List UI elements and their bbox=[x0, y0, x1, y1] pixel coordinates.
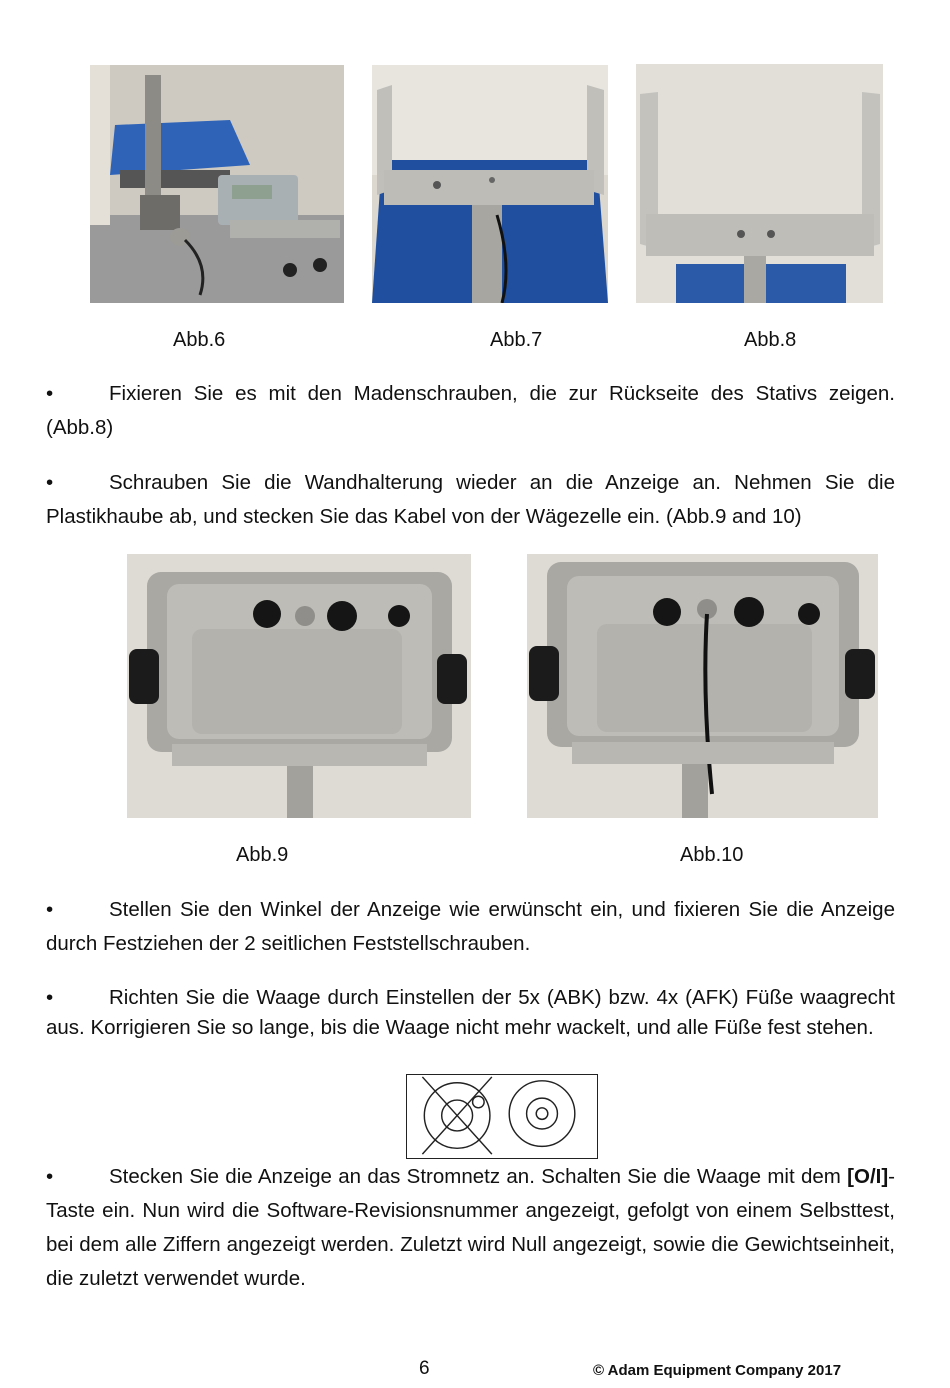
bullet-icon: • bbox=[46, 382, 54, 405]
paragraph-wall-bracket bbox=[46, 466, 895, 534]
figure-9-photo bbox=[127, 554, 471, 818]
key-label-on-off: [O/I] bbox=[847, 1165, 889, 1188]
figure-10-caption: Abb.10 bbox=[680, 844, 744, 866]
scale-with-column-photo-icon bbox=[90, 65, 344, 303]
bullet-icon: • bbox=[46, 898, 54, 921]
spirit-level-diagram bbox=[406, 1074, 598, 1159]
bullet-icon: • bbox=[46, 986, 54, 1009]
paragraph-text: Richten Sie die Waage durch Einstellen der 5x (ABK) bzw. 4x (AFK) Füße waagrecht aus. Korrigieren Sie so lange, bis die Waage nicht mehr wackelt, und alle Füße fest stehen. bbox=[46, 986, 895, 1039]
figure-10-photo bbox=[527, 554, 878, 818]
figure-6-photo bbox=[90, 65, 344, 303]
figure-8-caption: Abb.8 bbox=[744, 329, 797, 351]
paragraph-fix-screws bbox=[46, 377, 895, 445]
figure-7-caption: Abb.7 bbox=[490, 329, 543, 351]
paragraph-text-before: Stecken Sie die Anzeige an das Stromnetz an. Schalten Sie die Waage mit dem bbox=[109, 1165, 848, 1188]
figure-6-caption: Abb.6 bbox=[173, 329, 226, 351]
indicator-rear-photo-icon bbox=[127, 554, 471, 818]
figure-8-photo bbox=[636, 64, 883, 303]
indicator-rear-cable-photo-icon bbox=[527, 554, 878, 818]
bracket-rear-view-photo-icon bbox=[636, 64, 883, 303]
paragraph-text: Schrauben Sie die Wandhalterung wieder an die Anzeige an. Nehmen Sie die Plastikhaube ab, und stecken Sie das Kabel von der Wägezelle ein. (Abb.9 and 10) bbox=[46, 471, 895, 528]
bracket-on-column-photo-icon bbox=[372, 65, 608, 303]
paragraph-power-on bbox=[46, 1160, 895, 1296]
paragraph-text: Stellen Sie den Winkel der Anzeige wie erwünscht ein, und fixieren Sie die Anzeige durch Festziehen der 2 seitlichen Feststellschrauben. bbox=[46, 898, 895, 955]
paragraph-text: Fixieren Sie es mit den Madenschrauben, die zur Rückseite des Stativs zeigen. (Abb.8) bbox=[46, 382, 895, 439]
bullet-icon: • bbox=[46, 471, 54, 494]
paragraph-angle bbox=[46, 893, 895, 961]
paragraph-level-feet bbox=[46, 983, 895, 1043]
spirit-level-diagram-icon bbox=[407, 1075, 596, 1157]
paragraph-text-after: -Taste ein. Nun wird die Software-Revisionsnummer angezeigt, gefolgt von einem Selbsttest, bei dem alle Ziffern angezeigt werden. Zuletzt wird Null angezeigt, sowie die Gewichtseinheit, die zuletzt verwendet wurde. bbox=[46, 1165, 895, 1290]
copyright-notice: © Adam Equipment Company 2017 bbox=[593, 1362, 842, 1379]
bullet-icon: • bbox=[46, 1165, 54, 1188]
figure-7-photo bbox=[372, 65, 608, 303]
page-number: 6 bbox=[419, 1358, 430, 1379]
figure-9-caption: Abb.9 bbox=[236, 844, 289, 866]
